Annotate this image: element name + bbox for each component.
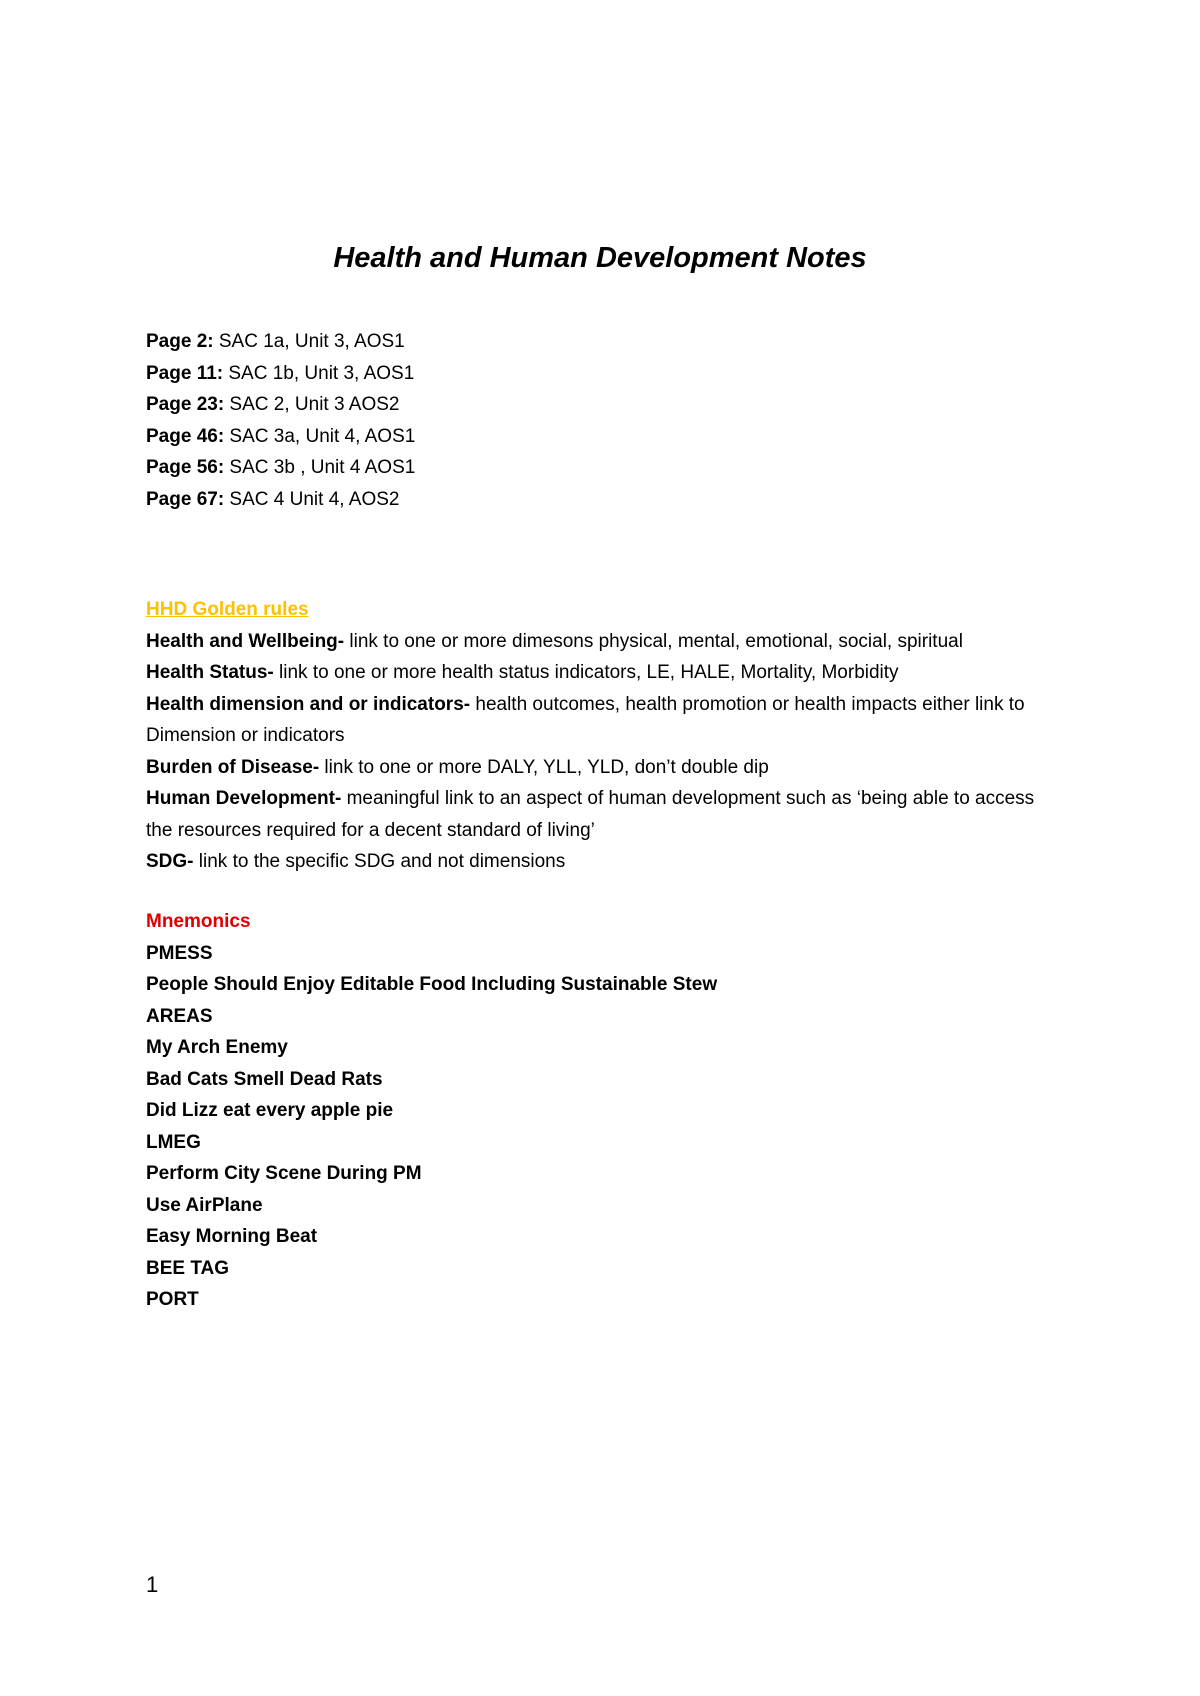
rule-term: Burden of Disease- bbox=[146, 756, 320, 778]
toc-page-label: Page 11: bbox=[146, 362, 224, 384]
toc-entry bbox=[146, 326, 1046, 358]
toc-description: SAC 4 Unit 4, AOS2 bbox=[224, 488, 400, 510]
rule-term: Health Status- bbox=[146, 662, 274, 683]
table-of-contents bbox=[146, 326, 1046, 515]
rule-item bbox=[146, 752, 1046, 784]
toc-page-label: Page 67: bbox=[146, 488, 225, 510]
toc-description: SAC 1a, Unit 3, AOS1 bbox=[213, 331, 405, 352]
rule-text: meaningful link to an aspect of human development such as ‘being able to access the resources required for a decent standard of living’ bbox=[146, 788, 1035, 841]
mnemonic-item: Bad Cats Smell Dead Rats bbox=[146, 1068, 383, 1090]
toc-entry bbox=[146, 358, 1046, 390]
rule-term: Health dimension and or indicators- bbox=[146, 693, 471, 715]
rule-term: Health and Wellbeing- bbox=[146, 630, 345, 652]
rule-text: link to one or more dimesons physical, mental, emotional, social, spiritual bbox=[344, 630, 963, 652]
rule-text: health outcomes, health promotion or health impacts either link to Dimension or indicators bbox=[146, 693, 1025, 746]
toc-entry bbox=[146, 421, 1046, 453]
rule-item bbox=[146, 657, 1046, 689]
mnemonic-item: BEE TAG bbox=[146, 1257, 230, 1279]
rule-item bbox=[146, 783, 1046, 846]
mnemonic-item: Perform City Scene During PM bbox=[146, 1163, 422, 1184]
mnemonic-item: Use AirPlane bbox=[146, 1194, 263, 1216]
mnemonics-section bbox=[146, 906, 1046, 1316]
page-number: 1 bbox=[146, 1572, 159, 1597]
rule-text: link to the specific SDG and not dimensions bbox=[193, 851, 566, 872]
rule-text: link to one or more DALY, YLL, YLD, don’t double dip bbox=[319, 756, 769, 778]
golden-rules-heading: HHD Golden rules bbox=[146, 599, 309, 620]
toc-page-label: Page 2: bbox=[146, 331, 214, 352]
rule-item bbox=[146, 626, 1046, 658]
mnemonic-item: People Should Enjoy Editable Food Including Sustainable Stew bbox=[146, 974, 718, 995]
toc-description: SAC 3b , Unit 4 AOS1 bbox=[224, 457, 416, 478]
toc-page-label: Page 23: bbox=[146, 394, 225, 415]
rule-item bbox=[146, 689, 1046, 752]
mnemonic-item: PMESS bbox=[146, 942, 213, 964]
mnemonic-item: My Arch Enemy bbox=[146, 1037, 288, 1058]
rule-term: Human Development- bbox=[146, 788, 342, 809]
toc-entry bbox=[146, 484, 1046, 516]
toc-description: SAC 2, Unit 3 AOS2 bbox=[224, 394, 400, 415]
toc-entry bbox=[146, 452, 1046, 484]
toc-page-label: Page 46: bbox=[146, 425, 225, 447]
rule-term: SDG- bbox=[146, 851, 194, 872]
toc-description: SAC 3a, Unit 4, AOS1 bbox=[224, 425, 416, 447]
toc-description: SAC 1b, Unit 3, AOS1 bbox=[223, 362, 415, 384]
rule-item bbox=[146, 846, 1046, 878]
toc-entry bbox=[146, 389, 1046, 421]
mnemonic-item: AREAS bbox=[146, 1005, 213, 1027]
mnemonic-item: LMEG bbox=[146, 1131, 201, 1153]
document-title: Health and Human Development Notes bbox=[333, 242, 867, 274]
mnemonic-item: Did Lizz eat every apple pie bbox=[146, 1100, 394, 1121]
mnemonics-heading: Mnemonics bbox=[146, 911, 251, 932]
mnemonic-item: PORT bbox=[146, 1289, 199, 1310]
toc-page-label: Page 56: bbox=[146, 457, 225, 478]
mnemonic-item: Easy Morning Beat bbox=[146, 1226, 318, 1247]
rule-text: link to one or more health status indicators, LE, HALE, Mortality, Morbidity bbox=[273, 662, 899, 683]
golden-rules-section bbox=[146, 594, 1046, 878]
